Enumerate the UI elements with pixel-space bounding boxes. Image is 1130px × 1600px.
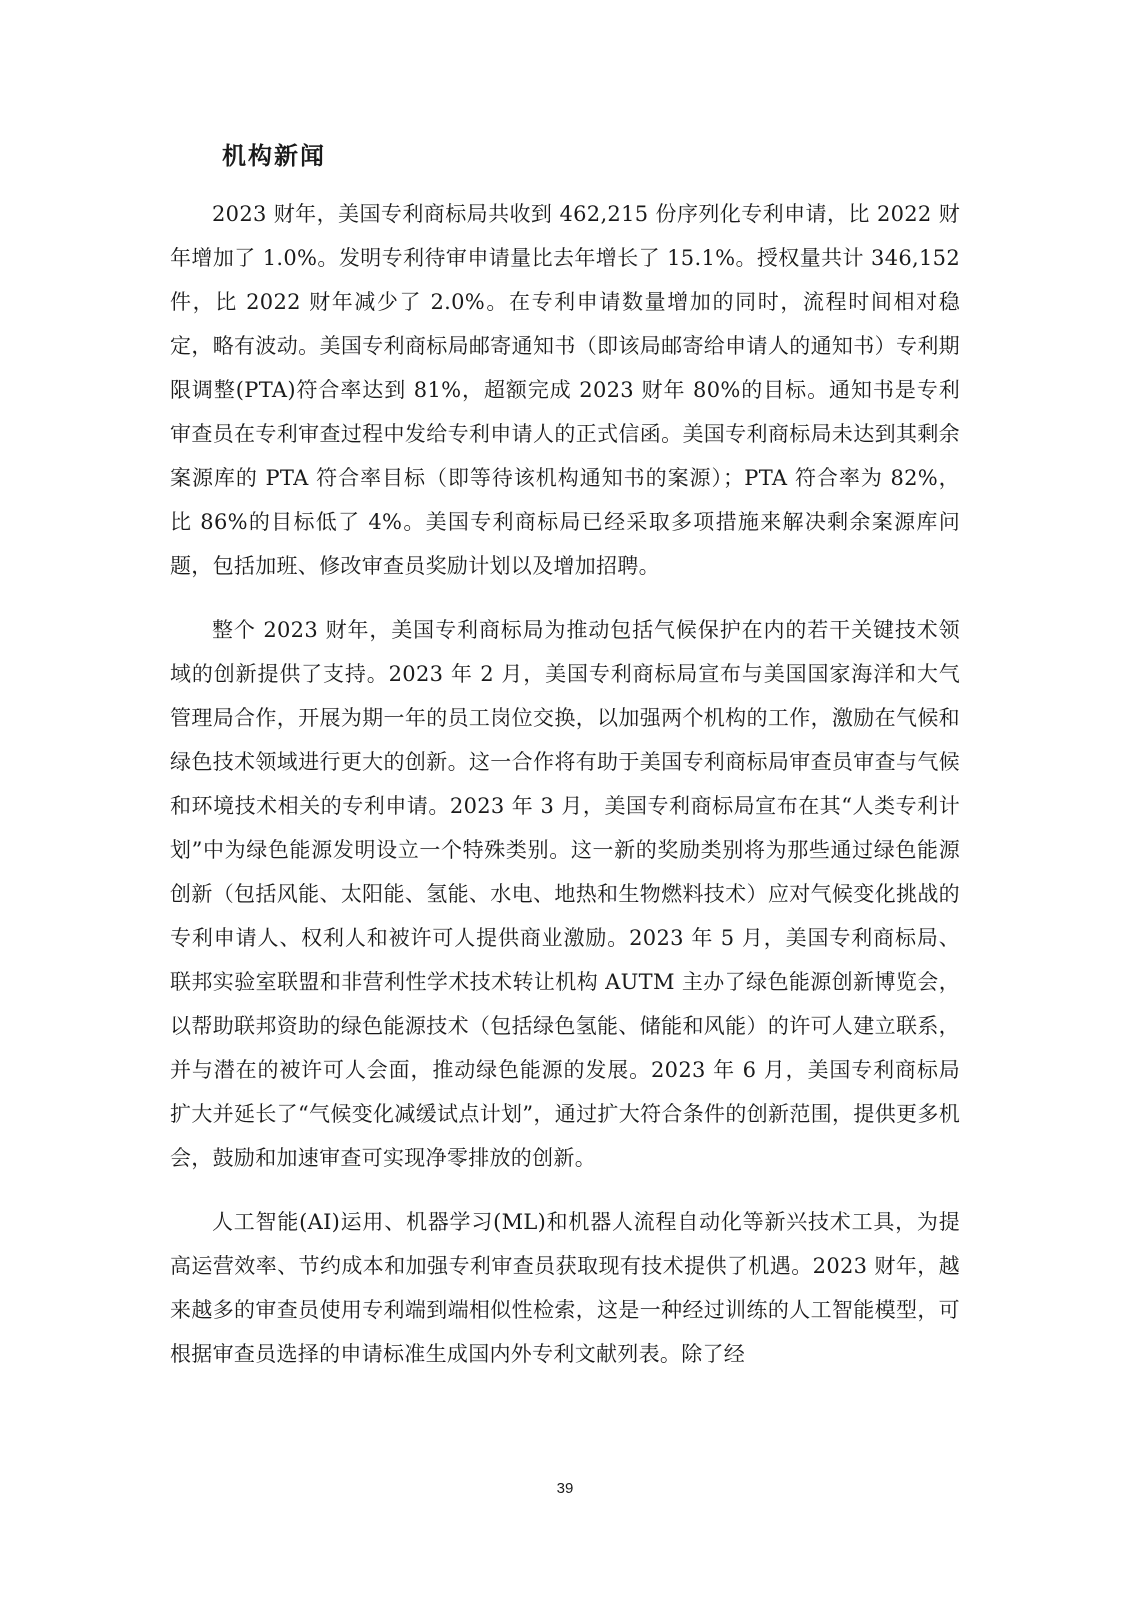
paragraph-1: 2023 财年，美国专利商标局共收到 462,215 份序列化专利申请，比 2022 财年增加了 1.0%。发明专利待审申请量比去年增长了 15.1%。授权量共计 346,152 件，比 2022 财年减少了 2.0%。在专利申请数量增加的同时，流程时间相对稳定，略有波动。美国专利商标局邮寄通知书（即该局邮寄给申请人的通知书）专利期限调整(PTA)符合率达到 81%，超额完成 2023 财年 80%的目标。通知书是专利审查员在专利审查过程中发给专利申请人的正式信函。美国专利商标局未达到其剩余案源库的 PTA 符合率目标（即等待该机构通知书的案源）；PTA 符合率为 82%，比 86%的目标低了 4%。美国专利商标局已经采取多项措施来解决剩余案源库问题，包括加班、修改审查员奖励计划以及增加招聘。 (170, 202, 960, 578)
paragraph-2: 整个 2023 财年，美国专利商标局为推动包括气候保护在内的若干关键技术领域的创新提供了支持。2023 年 2 月，美国专利商标局宣布与美国国家海洋和大气管理局合作，开展为期一年的员工岗位交换，以加强两个机构的工作，激励在气候和绿色技术领域进行更大的创新。这一合作将有助于美国专利商标局审查员审查与气候和环境技术相关的专利申请。2023 年 3 月，美国专利商标局宣布在其“人类专利计划”中为绿色能源发明设立一个特殊类别。这一新的奖励类别将为那些通过绿色能源创新（包括风能、太阳能、氢能、水电、地热和生物燃料技术）应对气候变化挑战的专利申请人、权利人和被许可人提供商业激励。2023 年 5 月，美国专利商标局、联邦实验室联盟和非营利性学术技术转让机构 AUTM 主办了绿色能源创新博览会，以帮助联邦资助的绿色能源技术（包括绿色氢能、储能和风能）的许可人建立联系，并与潜在的被许可人会面，推动绿色能源的发展。2023 年 6 月，美国专利商标局扩大并延长了“气候变化减缓试点计划”，通过扩大符合条件的创新范围，提供更多机会，鼓励和加速审查可实现净零排放的创新。 (170, 618, 960, 1170)
section-title: 机构新闻 (222, 142, 326, 170)
page-number: 39 (556, 1480, 574, 1497)
paragraph-3: 人工智能(AI)运用、机器学习(ML)和机器人流程自动化等新兴技术工具，为提高运营效率、节约成本和加强专利审查员获取现有技术提供了机遇。2023 财年，越来越多的审查员使用专利端到端相似性检索，这是一种经过训练的人工智能模型，可根据审查员选择的申请标准生成国内外专利文献列表。除了经 (170, 1210, 960, 1366)
body-text (170, 192, 960, 1396)
